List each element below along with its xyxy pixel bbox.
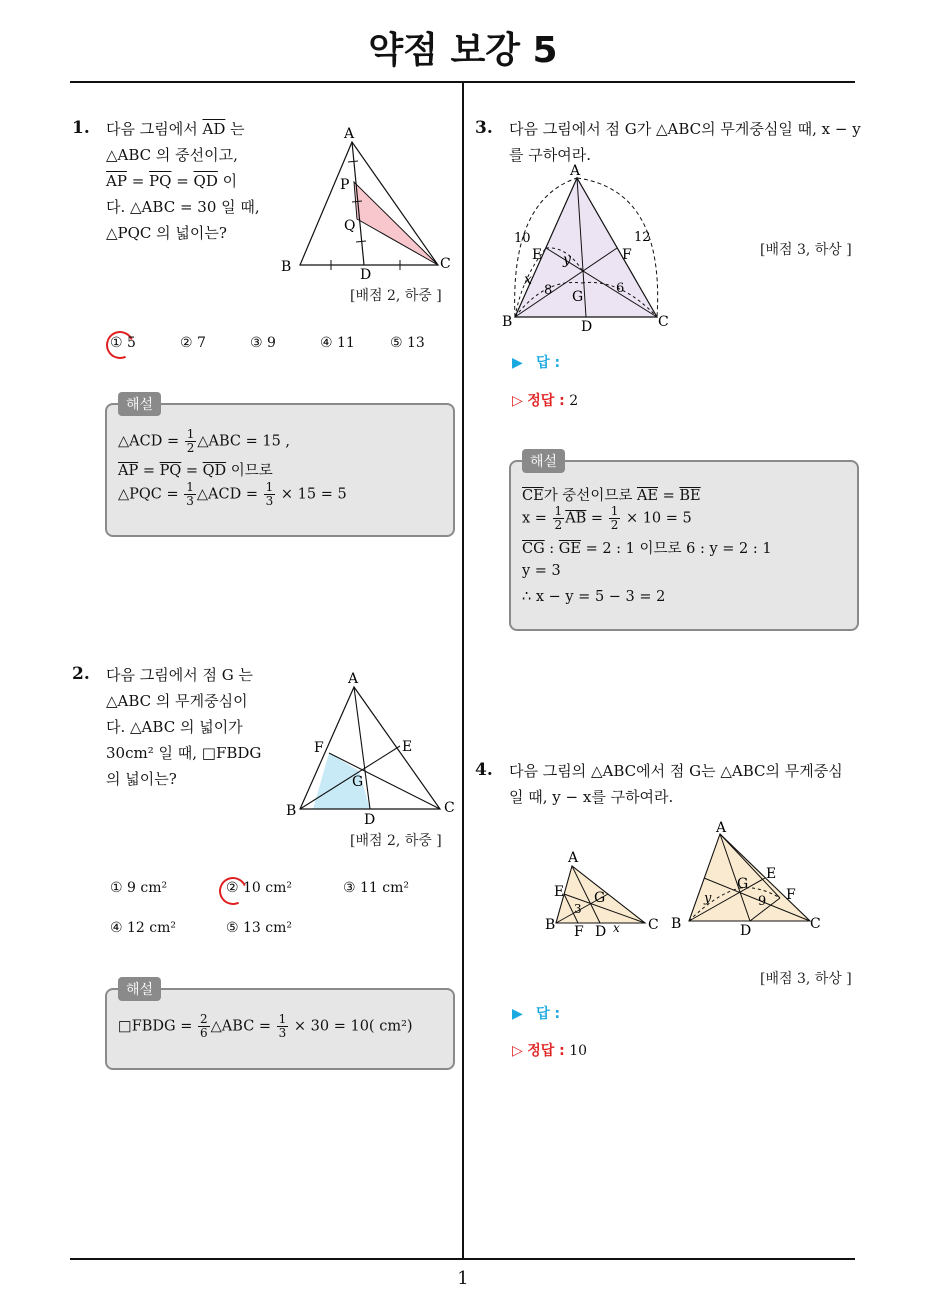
q3-label-b: B: [502, 314, 513, 330]
q1-sol-pq: $\overline{PQ}$: [159, 463, 182, 479]
q3-sol-ge: $\overline{GE}$: [558, 541, 581, 557]
q1-label-a: A: [344, 126, 355, 142]
q2-label-f: F: [314, 740, 324, 756]
q2-sol-c: × 30 = 10( cm²): [289, 1018, 413, 1035]
q3-label-c: C: [658, 314, 669, 330]
q2-choice-2[interactable]: ② 10 cm²: [226, 880, 292, 896]
q3-correct-row: [512, 390, 578, 410]
q4-fig2-label-e: E: [766, 866, 777, 882]
q1-line4: 다. △ABC = 30 일 때,: [106, 198, 260, 216]
q2-sol-b: △ABC =: [210, 1018, 276, 1035]
q2-sol-frac1-num: 2: [200, 1012, 208, 1026]
q1-choice-2[interactable]: ② 7: [180, 335, 206, 351]
q3-label-f: F: [622, 247, 632, 263]
q1-seg-qd: $\overline{QD}$: [193, 172, 218, 190]
q1-choice-5[interactable]: ⑤ 13: [390, 335, 425, 351]
q3-sol-l2c: =: [586, 510, 608, 527]
q3-sol-frac1-den: 2: [554, 518, 563, 532]
q1-sol-frac3: [264, 481, 276, 508]
q3-label-g: G: [572, 289, 584, 305]
q2-line3: 다. △ABC 의 넓이가: [106, 718, 243, 736]
q3-label-e: E: [532, 247, 543, 263]
q2-sol-frac2-den: 3: [278, 1026, 287, 1040]
q2-choice-5[interactable]: ⑤ 13 cm²: [226, 920, 292, 936]
q1-sol-l1a: △ACD =: [118, 433, 184, 450]
q3-solution-tag: 해설: [522, 449, 565, 473]
q1-figure: [276, 122, 456, 282]
q3-figure: [500, 160, 690, 338]
q1-sol-line3: [118, 481, 347, 508]
q4-fig1-label-a: A: [568, 850, 579, 866]
q4-fig2-label-d: D: [740, 923, 752, 939]
q3-line2: 를 구하여라.: [509, 146, 591, 164]
q3-sol-line3: [522, 537, 772, 558]
q4-fig1-label-c: C: [648, 917, 659, 933]
q1-sol-l2f: 이므로: [226, 463, 273, 479]
q1-seg-pq: $\overline{PQ}$: [149, 172, 172, 190]
q2-figure: [282, 668, 462, 828]
q4-figure-2: [668, 818, 828, 942]
q2-sol-frac1-den: 6: [200, 1026, 208, 1040]
q3-label-12: 12: [634, 230, 651, 245]
q4-correct-label: 정답 :: [527, 1043, 565, 1059]
q1-sol-l3b: △ACD =: [196, 486, 263, 503]
q3-meta: [배점 3, 하상 ]: [760, 242, 852, 258]
q1-tick1: [348, 161, 358, 162]
q3-sol-cg: $\overline{CG}$: [522, 541, 545, 557]
q4-line1: 다음 그림의 △ABC에서 점 G는 △ABC의 무게중심: [509, 762, 843, 780]
q1-sol-frac2: [184, 481, 196, 508]
q1-line3b: 이: [217, 172, 238, 190]
q4-fig2-label-b: B: [671, 916, 682, 932]
q4-fig2-label-f: F: [786, 887, 796, 903]
q1-line1b: 는: [225, 120, 245, 138]
q1-sol-frac1-num: 1: [186, 427, 195, 441]
q4-correct-row: [512, 1040, 587, 1060]
q4-fig1-label-d: D: [595, 924, 607, 940]
q1-sol-l3c: × 15 = 5: [276, 486, 347, 503]
q3-answer-row: [512, 352, 560, 372]
q1-tick3: [356, 241, 366, 242]
q2-choice-4[interactable]: ④ 12 cm²: [110, 920, 176, 936]
q3-sol-frac2: [609, 505, 621, 532]
q3-answer-arrow-icon: ▶: [512, 355, 523, 371]
q3-sol-line1: [522, 484, 701, 505]
q1-label-c: C: [440, 256, 451, 272]
q2-text: [106, 662, 266, 792]
q2-label-b: B: [286, 803, 297, 819]
q4-fig2-triangle: [689, 834, 810, 921]
q3-sol-l1b: 가 중선이므로: [543, 488, 637, 504]
q2-sol-line1: [118, 1013, 413, 1040]
q4-fig2-label-9: 9: [758, 894, 767, 909]
q1-eq2: =: [171, 172, 194, 190]
q1-label-d: D: [360, 267, 372, 282]
q3-sol-ae: $\overline{AE}$: [636, 488, 659, 504]
q1-sol-frac2-den: 3: [186, 494, 194, 508]
q1-sol-frac1-den: 2: [186, 441, 195, 455]
q1-line1a: 다음 그림에서: [106, 120, 203, 138]
q2-label-d: D: [364, 812, 376, 828]
q2-solution-tag: 해설: [118, 977, 161, 1001]
q2-label-e: E: [402, 739, 413, 755]
q2-meta: [배점 2, 하중 ]: [350, 833, 442, 849]
q2-line4: 30cm² 일 때, □FBDG: [106, 744, 262, 762]
q1-meta: [배점 2, 하중 ]: [350, 288, 442, 304]
q1-number: 1.: [72, 118, 90, 138]
q3-correct-value: 2: [569, 393, 579, 409]
q3-label-y: y: [563, 252, 571, 268]
q1-sol-line1: [118, 428, 290, 455]
q4-fig1-label-g: G: [594, 890, 606, 906]
q4-fig2-label-g: G: [737, 876, 749, 892]
q3-sol-eq: =: [658, 488, 680, 504]
q2-choice-1[interactable]: ① 9 cm²: [110, 880, 168, 896]
q2-line5: 의 넓이는?: [106, 770, 177, 788]
bottom-rule: [70, 1258, 855, 1260]
q4-correct-arrow-icon: ▷: [512, 1043, 523, 1059]
q1-sol-eq1: =: [138, 463, 160, 479]
q3-line1: 다음 그림에서 점 G가 △ABC의 무게중심일 때, x − y: [509, 120, 861, 138]
q4-fig1-label-f: F: [574, 924, 584, 940]
column-divider: [462, 82, 464, 1258]
q1-sol-l3a: △PQC =: [118, 486, 184, 503]
q3-sol-l3d: = 2 : 1 이므로 6 : y = 2 : 1: [580, 541, 772, 557]
q1-sol-eq2: =: [181, 463, 203, 479]
q1-label-b: B: [281, 259, 292, 275]
q3-label-x: x: [524, 272, 532, 288]
q4-text: [509, 758, 859, 810]
q2-number: 2.: [72, 664, 90, 684]
q3-sol-frac1: [553, 505, 565, 532]
q4-fig1-label-b: B: [545, 917, 556, 933]
q4-fig2-label-c: C: [810, 916, 821, 932]
q4-answer-arrow-icon: ▶: [512, 1006, 523, 1022]
q4-fig1-label-e: E: [554, 884, 565, 900]
q1-line2: △ABC 의 중선이고,: [106, 146, 238, 164]
q1-seg-ad: $\overline{AD}$: [202, 120, 226, 138]
q3-sol-frac2-den: 2: [610, 518, 619, 532]
q1-label-q: Q: [344, 218, 356, 234]
q3-label-a: A: [570, 163, 581, 179]
q3-sol-frac2-num: 1: [610, 504, 619, 518]
q1-sol-frac2-num: 1: [186, 480, 194, 494]
q1-sol-line2: [118, 459, 273, 480]
q1-seg-ap: $\overline{AP}$: [106, 172, 127, 190]
q2-sol-a: □FBDG =: [118, 1018, 197, 1035]
q3-sol-line4: y = 3: [522, 563, 561, 579]
q3-sol-colon: :: [544, 541, 559, 557]
q1-choice-4[interactable]: ④ 11: [320, 335, 355, 351]
q1-sol-ap: $\overline{AP}$: [118, 463, 139, 479]
q4-answer-row: [512, 1003, 560, 1023]
q4-figure-1: [540, 848, 670, 942]
q2-choice-3[interactable]: ③ 11 cm²: [343, 880, 409, 896]
q1-choice-3[interactable]: ③ 9: [250, 335, 276, 351]
q3-sol-be: $\overline{BE}$: [679, 488, 701, 504]
q1-line5: △PQC 의 넓이는?: [106, 224, 227, 242]
page-title: 약점 보강 5: [368, 30, 558, 71]
q2-sol-frac1: [198, 1013, 210, 1040]
q2-label-g: G: [352, 774, 364, 790]
q1-choice-1[interactable]: ① 5: [110, 335, 136, 351]
q4-number: 4.: [475, 760, 493, 780]
page-number: 1: [457, 1268, 469, 1289]
q1-sol-frac3-num: 1: [265, 480, 274, 494]
q3-label-d: D: [581, 319, 593, 335]
q1-sol-l1b: △ABC = 15 ,: [197, 433, 291, 450]
q4-fig2-label-y: y: [704, 891, 712, 906]
q3-number: 3.: [475, 118, 493, 138]
q3-sol-l2a: x =: [522, 510, 552, 527]
q2-line2: △ABC 의 무게중심이: [106, 692, 248, 710]
q4-fig1-label-3: 3: [574, 902, 582, 916]
q3-sol-line2: [522, 505, 692, 532]
q1-sol-qd: $\overline{QD}$: [202, 463, 227, 479]
q1-eq1: =: [126, 172, 150, 190]
q1-sol-frac3-den: 3: [265, 494, 274, 508]
q4-line2: 일 때, y − x를 구하여라.: [509, 788, 674, 806]
q4-fig1-label-x: x: [613, 921, 620, 935]
q1-text: [106, 116, 266, 246]
q4-correct-value: 10: [569, 1043, 588, 1059]
q3-correct-arrow-icon: ▷: [512, 393, 523, 409]
q2-sol-frac2-num: 1: [278, 1012, 287, 1026]
q1-triangle-pqc: [354, 182, 438, 265]
q2-sol-frac2: [277, 1013, 289, 1040]
q3-label-8: 8: [544, 283, 553, 298]
q4-meta: [배점 3, 하상 ]: [760, 971, 852, 987]
q3-label-6: 6: [616, 281, 625, 296]
q3-label-10: 10: [514, 231, 531, 246]
q3-sol-line5: ∴ x − y = 5 − 3 = 2: [522, 589, 666, 605]
q3-correct-label: 정답 :: [527, 393, 565, 409]
q2-label-c: C: [444, 800, 455, 816]
q4-answer-label: 답 :: [536, 1006, 561, 1022]
q1-sol-frac1: [185, 428, 197, 455]
q4-fig2-label-a: A: [716, 820, 727, 836]
q3-sol-ce: $\overline{CE}$: [522, 488, 544, 504]
q3-answer-label: 답 :: [536, 355, 561, 371]
q1-solution-tag: 해설: [118, 392, 161, 416]
q1-label-p: P: [340, 177, 350, 193]
q2-line1: 다음 그림에서 점 G 는: [106, 666, 253, 684]
q2-label-a: A: [348, 671, 359, 687]
q3-sol-ab: $\overline{AB}$: [565, 510, 587, 527]
q3-sol-l2e: × 10 = 5: [621, 510, 692, 527]
q3-sol-frac1-num: 1: [554, 504, 563, 518]
